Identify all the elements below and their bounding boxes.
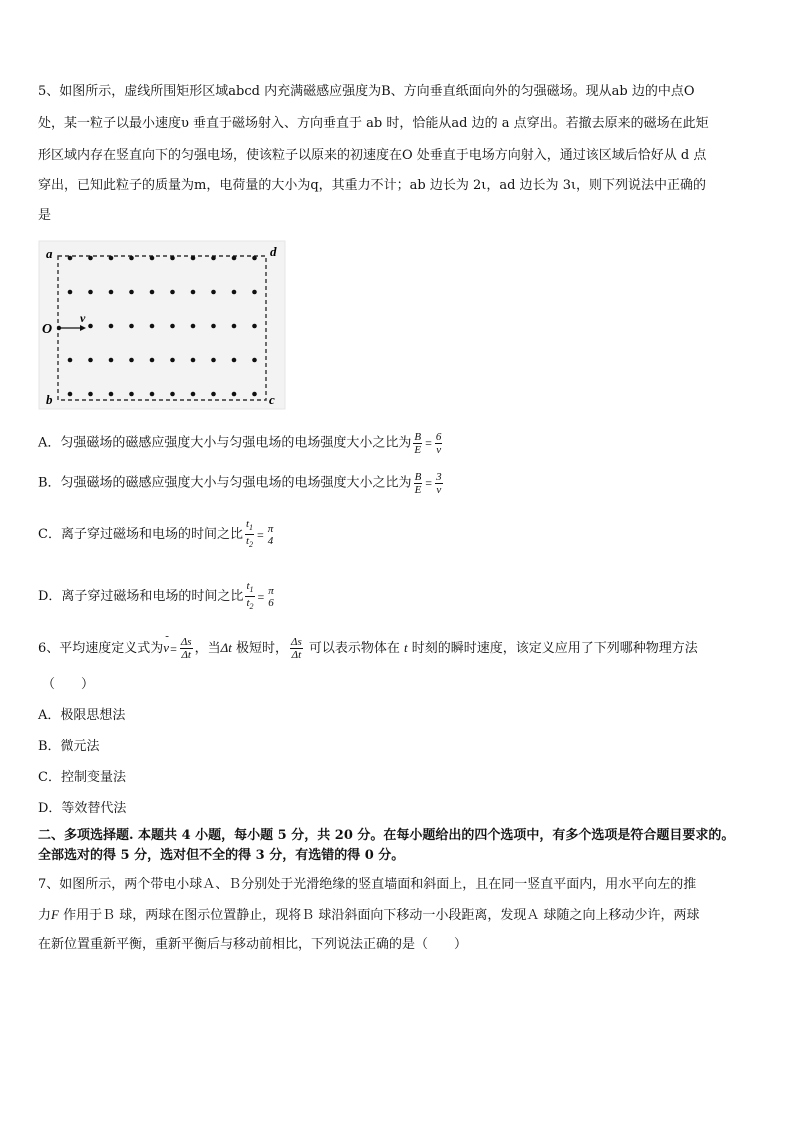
frac-num: B	[414, 430, 422, 443]
field-dot	[191, 290, 196, 295]
field-dot	[109, 358, 114, 363]
frac-num: 6	[435, 430, 442, 443]
q5-option-b-text: B．匀强磁场的磁感应强度大小与匀强电场的电场强度大小之比为	[38, 475, 412, 491]
frac-den: $t_2$	[246, 597, 254, 612]
field-dot	[150, 358, 155, 363]
q5-option-c	[38, 518, 276, 551]
q6-option-d: D．等效替代法	[38, 801, 127, 816]
field-dot	[252, 290, 257, 295]
equals-sign: =	[257, 527, 264, 542]
q7-line1: 7、如图所示，两个带电小球Ａ、Ｂ分别处于光滑绝缘的竖直墙面和斜面上，且在同一竖直平面内，用水平向左的推	[38, 877, 697, 892]
q7-line3: 在新位置重新平衡，重新平衡后与移动前相比，下列说法正确的是（ ）	[38, 937, 468, 952]
field-dot	[150, 256, 155, 261]
q5-option-d	[38, 580, 277, 613]
q5-option-c-text: C．离子穿过磁场和电场的时间之比	[38, 527, 243, 543]
field-dot	[68, 358, 73, 363]
frac-num: $t_1$	[245, 518, 254, 535]
field-dot	[252, 392, 257, 397]
q5-line1: 5、如图所示，虚线所围矩形区域abcd 内充满磁感应强度为B、方向垂直纸面向外的匀强磁场。现从ab 边的中点O	[38, 84, 695, 99]
q5-option-a	[38, 428, 444, 459]
q5-option-d-text: D．离子穿过磁场和电场的时间之比	[38, 589, 244, 605]
field-dot	[191, 256, 196, 261]
field-dot	[191, 358, 196, 363]
q5-line2: 处，某一粒子以最小速度υ 垂直于磁场射入、方向垂直于 ab 时，恰能从ad 边的 a 点穿出。若撤去原来的磁场在此矩	[38, 116, 709, 131]
q6-stem-pre: 6、平均速度定义式为	[38, 641, 164, 656]
q7-line2-pre: 力	[38, 908, 52, 923]
frac-den: v	[436, 443, 442, 456]
field-dot	[68, 290, 73, 295]
field-dot	[88, 392, 93, 397]
magnetic-field-figure	[38, 240, 286, 410]
field-dot	[252, 324, 257, 329]
frac-den: 4	[267, 534, 274, 547]
label-d: d	[270, 244, 277, 259]
field-dot	[109, 256, 114, 261]
q6-stem-mid3: 可以表示物体在	[304, 641, 405, 656]
field-dot	[232, 256, 237, 261]
equals-sign: =	[257, 589, 265, 604]
field-dot	[129, 392, 134, 397]
frac-num: 3	[436, 470, 442, 483]
frac-den: E	[414, 483, 422, 496]
t-symbol: t	[404, 640, 408, 655]
equals-sign: =	[170, 641, 177, 656]
field-dot	[129, 256, 134, 261]
field-dot	[109, 392, 114, 397]
q5-option-b	[38, 468, 445, 499]
q6-stem-mid: ，当	[194, 641, 221, 656]
v-bar	[163, 632, 169, 664]
q6-stem-mid2: 极短时，	[231, 641, 288, 656]
field-dot	[150, 290, 155, 295]
field-dot	[211, 290, 216, 295]
field-dot	[232, 324, 237, 329]
label-velocity: v	[80, 311, 86, 325]
field-dot	[150, 324, 155, 329]
field-dot	[170, 358, 175, 363]
field-dot	[211, 256, 216, 261]
frac-den: E	[414, 443, 422, 456]
v-symbol: v	[163, 640, 170, 655]
q6-option-c: C．控制变量法	[38, 770, 126, 785]
field-dot	[170, 324, 175, 329]
label-origin: O	[42, 322, 53, 337]
q6-stem	[38, 632, 698, 665]
field-dot	[129, 358, 134, 363]
field-dot	[150, 392, 155, 397]
bar-mark: -	[165, 630, 169, 642]
field-dot	[211, 358, 216, 363]
field-dot	[211, 392, 216, 397]
section2-line2: 全部选对的得 5 分，选对但不全的得 3 分，有选错的得 0 分。	[38, 848, 405, 863]
field-dot	[232, 358, 237, 363]
force-symbol: F	[51, 907, 59, 922]
field-dot	[191, 392, 196, 397]
field-dot	[232, 392, 237, 397]
field-dot	[68, 392, 73, 397]
field-dot	[68, 256, 73, 261]
frac-den: Δt	[291, 649, 302, 661]
field-dot	[88, 256, 93, 261]
field-dot	[191, 324, 196, 329]
q5-line4: 穿出，已知此粒子的质量为m，电荷量的大小为q，其重力不计；ab 边长为 2ι，ad 边长为 3ι，则下列说法中正确的	[38, 178, 707, 193]
field-dot	[252, 358, 257, 363]
field-dot	[170, 290, 175, 295]
field-dot	[88, 290, 93, 295]
frac-den: v	[436, 483, 442, 496]
field-dot	[129, 324, 134, 329]
label-a: a	[46, 246, 53, 261]
q6-answer-blank: （ ）	[42, 677, 95, 692]
delta-t: Δt	[220, 640, 232, 655]
field-dot	[109, 324, 114, 329]
q6-option-a: A．极限思想法	[38, 708, 126, 723]
field-dot	[211, 324, 216, 329]
frac-num: Δs	[291, 636, 302, 648]
label-c: c	[269, 392, 275, 407]
q5-line3: 形区域内存在竖直向下的匀强电场，使该粒子以原来的初速度在O 处垂直于电场方向射入，通过该区域后恰好从 d 点	[38, 148, 707, 163]
field-dot	[88, 324, 93, 329]
section2-line1: 二、多项选择题. 本题共 4 小题，每小题 5 分，共 20 分。在每小题给出的四个选项中，有多个选项是符合题目要求的。	[38, 828, 735, 843]
label-b: b	[46, 392, 53, 407]
frac-num: $t_1$	[245, 580, 254, 597]
field-dot	[109, 290, 114, 295]
q5-line5: 是	[38, 208, 52, 223]
q6-stem-post: 时刻的瞬时速度，该定义应用了下列哪种物理方法	[407, 641, 698, 656]
field-dot	[129, 290, 134, 295]
equals-sign: =	[425, 436, 432, 450]
field-dot	[170, 392, 175, 397]
frac-den: Δt	[181, 649, 191, 661]
frac-num: Δs	[180, 636, 192, 648]
field-dot	[252, 256, 257, 261]
frac-num: π	[267, 522, 274, 535]
frac-num: B	[414, 470, 422, 483]
q7-line2	[38, 907, 700, 924]
field-dot	[88, 358, 93, 363]
q7-line2-post: 作用于Ｂ 球，两球在图示位置静止，现将Ｂ 球沿斜面向下移动一小段距离，发现Ａ 球随之向上移动少许，两球	[58, 908, 700, 923]
field-dot	[170, 256, 175, 261]
q5-option-a-text: A．匀强磁场的磁感应强度大小与匀强电场的电场强度大小之比为	[38, 435, 412, 451]
field-dot	[232, 290, 237, 295]
frac-den: $t_2$	[245, 535, 254, 550]
q6-option-b: B．微元法	[38, 739, 100, 754]
frac-num: π	[268, 584, 274, 597]
frac-den: 6	[268, 596, 274, 609]
equals-sign: =	[425, 476, 433, 490]
